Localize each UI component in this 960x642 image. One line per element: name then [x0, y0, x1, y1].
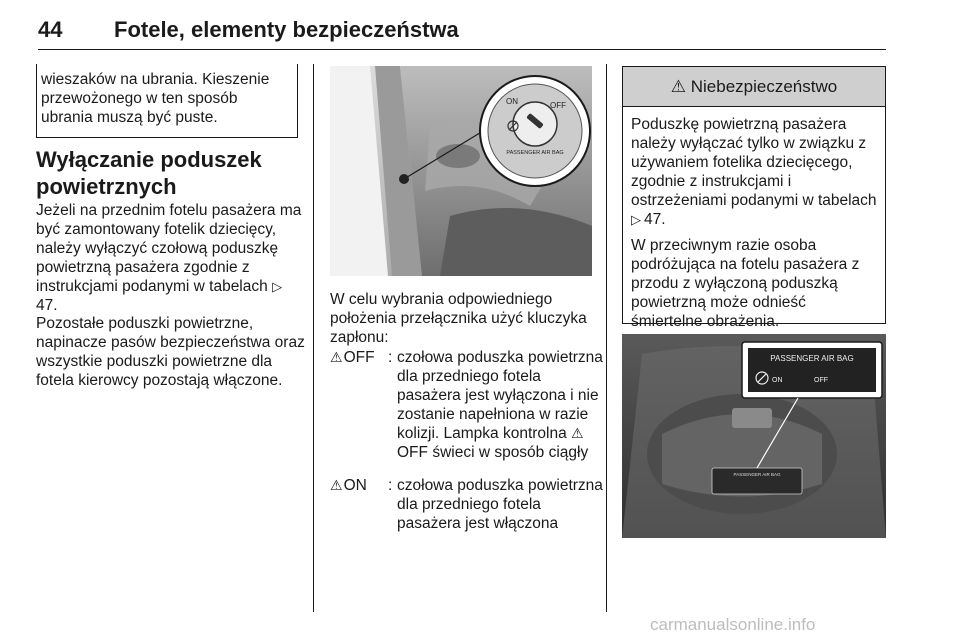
- panel-label-off: OFF: [814, 377, 828, 384]
- section-title: Wyłączanie poduszek powietrznych: [36, 147, 262, 199]
- ref-arrow-icon: ▷: [272, 279, 283, 294]
- definition-desc-tail: świeci w sposób ciągły: [432, 444, 589, 461]
- warning-body: [623, 107, 885, 331]
- indicator-panel-illustration: [622, 334, 886, 538]
- small-panel-title: PASSENGER AIR BAG: [733, 472, 781, 477]
- caption-switch: W celu wybrania odpowiedniego położenia przełącznika użyć kluczyka zapłonu:: [330, 291, 587, 346]
- definition-on: [330, 476, 603, 552]
- definition-term-on: [330, 476, 393, 495]
- photo-key-switch: [330, 66, 592, 276]
- paragraph-other-airbags: Pozostałe poduszki powietrzne, napinacze pasów bezpieczeństwa oraz wszystkie poduszki powietrzne dla fotela kierowcy pozostają włączone.: [36, 315, 305, 389]
- ref-arrow-icon: ▷: [631, 212, 641, 227]
- switch-label-off: OFF: [550, 101, 566, 110]
- switch-label-passenger-airbag: PASSENGER AIR BAG: [506, 150, 564, 156]
- switch-label-on: ON: [506, 97, 518, 106]
- page-header: [38, 14, 886, 50]
- page-number: 44: [38, 17, 63, 42]
- definition-desc-off: [397, 348, 607, 462]
- term-off-label: OFF: [343, 349, 375, 366]
- definition-off: [330, 348, 603, 478]
- warning-box: [622, 66, 886, 330]
- warning-text: Poduszkę powietrzną pasażera należy wyłączać tylko w związku z używaniem fotelika dziecięcego, zgodnie z instrukcjami i ostrzeżeniami podanymi w tabelach: [631, 116, 877, 209]
- warning-header: [623, 67, 885, 107]
- term-on-label: ON: [343, 477, 367, 494]
- warning-title: Niebezpieczeństwo: [690, 77, 838, 96]
- panel-title: PASSENGER AIR BAG: [770, 354, 854, 363]
- definition-desc-main: czołowa poduszka powietrzna dla przedniego fotela pasażera jest wyłączona i nie zostanie napełniona w razie kolizji. Lampka kontrolna: [397, 349, 603, 442]
- note-box-continuation: [36, 64, 298, 138]
- warning-page-reference: 47.: [644, 211, 666, 228]
- airbag-seat-icon: ⚠: [330, 349, 343, 365]
- photo-indicator-panel: [622, 334, 886, 538]
- definition-desc-on: czołowa poduszka powietrzna dla przedniego fotela pasażera jest włączona: [397, 477, 603, 532]
- warning-paragraph-2: W przeciwnym razie osoba podróżująca na fotelu pasażera z przodu z wyłączoną poduszką powietrzną może odnieść śmiertelne obrażenia.: [631, 237, 860, 330]
- definition-colon: :: [388, 477, 393, 494]
- paragraph-text: Jeżeli na przednim fotelu pasażera ma być zamontowany fotelik dziecięcy, należy wyłączyć czołową poduszkę powietrzną pasażera zgodnie z instrukcjami podanymi w tabelach: [36, 202, 302, 295]
- page-reference: 47.: [36, 297, 58, 314]
- definition-desc-icon-text: OFF: [397, 444, 428, 461]
- note-text: wieszaków na ubrania. Kieszenie przewożonego w ten sposób ubrania muszą być puste.: [41, 71, 270, 126]
- definition-term-off: [330, 348, 393, 367]
- airbag-seat-icon: ⚠: [571, 425, 584, 441]
- definition-colon: :: [388, 349, 393, 366]
- warning-triangle-icon: ⚠: [670, 77, 687, 96]
- column-divider-left: [313, 64, 314, 612]
- key-switch-illustration: [330, 66, 592, 276]
- watermark: carmanualsonline.info: [650, 615, 816, 634]
- warning-paragraph-1: [631, 115, 879, 229]
- paragraph-child-seat: [36, 201, 306, 315]
- chapter-title: Fotele, elementy bezpieczeństwa: [114, 17, 459, 42]
- panel-label-on: ON: [772, 377, 783, 384]
- airbag-seat-icon: ⚠: [330, 477, 343, 493]
